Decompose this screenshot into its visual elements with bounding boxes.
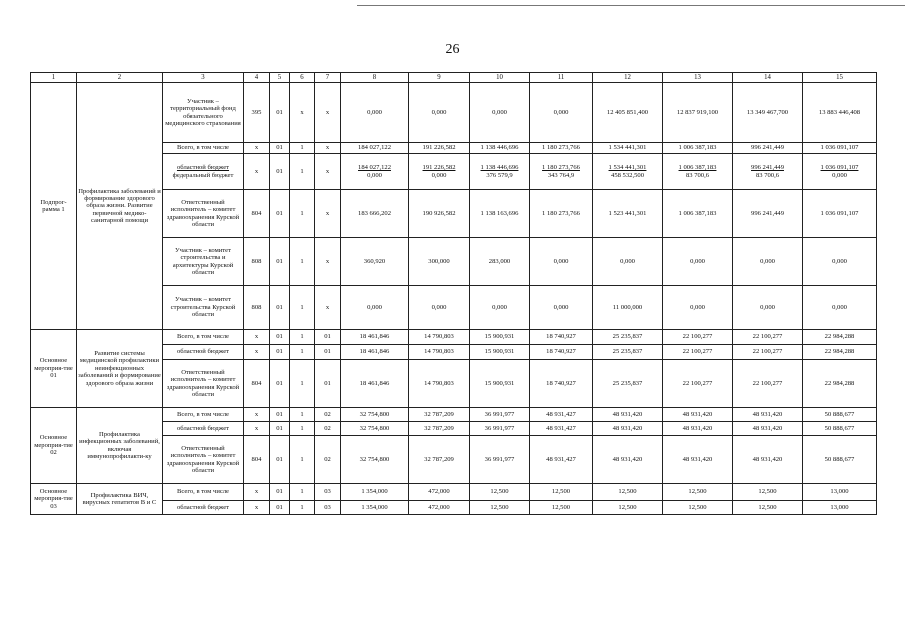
cell: 01 xyxy=(270,360,290,408)
cell: 36 991,977 xyxy=(470,422,530,436)
cell: 03 xyxy=(315,501,341,515)
cell: 32 754,800 xyxy=(341,408,409,422)
cell: 472,000 xyxy=(409,501,470,515)
cell: 13,000 xyxy=(803,484,877,501)
cell: 01 xyxy=(270,83,290,143)
table-row xyxy=(31,83,877,143)
cell: 1 180 273,766 xyxy=(530,190,593,238)
cell: 12 837 919,100 xyxy=(663,83,733,143)
cell: x xyxy=(244,484,270,501)
cell: 1 xyxy=(290,360,315,408)
col-header: 12 xyxy=(593,73,663,83)
cell: 283,000 xyxy=(470,238,530,286)
cell: 15 900,931 xyxy=(470,330,530,345)
cell xyxy=(663,154,733,190)
col-header: 8 xyxy=(341,73,409,83)
cell: 0,000 xyxy=(530,238,593,286)
cell: 01 xyxy=(270,408,290,422)
cell: 02 xyxy=(315,408,341,422)
cell: 1 xyxy=(290,286,315,330)
cell: 0,000 xyxy=(341,83,409,143)
cell: 32 787,209 xyxy=(409,436,470,484)
cell: 1 138 163,696 xyxy=(470,190,530,238)
cell: 13,000 xyxy=(803,501,877,515)
cell xyxy=(733,154,803,190)
cell: x xyxy=(315,286,341,330)
cell: 48 931,427 xyxy=(530,436,593,484)
cell: 12,500 xyxy=(530,501,593,515)
cell: 50 888,677 xyxy=(803,408,877,422)
cell: 01 xyxy=(270,330,290,345)
cell: 02 xyxy=(315,422,341,436)
col-header: 4 xyxy=(244,73,270,83)
cell: 01 xyxy=(270,501,290,515)
row-group-label: Основное мероприя-тие 03 xyxy=(31,484,77,515)
col-header: 9 xyxy=(409,73,470,83)
cell: 12,500 xyxy=(663,501,733,515)
cell: 190 926,582 xyxy=(409,190,470,238)
cell: x xyxy=(244,330,270,345)
cell xyxy=(803,154,877,190)
cell: 22 984,288 xyxy=(803,360,877,408)
cell: 0,000 xyxy=(470,286,530,330)
cell: 1 354,000 xyxy=(341,484,409,501)
cell: 804 xyxy=(244,190,270,238)
cell: 12,500 xyxy=(530,484,593,501)
cell: x xyxy=(290,83,315,143)
cell: 15 900,931 xyxy=(470,360,530,408)
cell: 1 534 441,301 xyxy=(593,143,663,154)
cell: 48 931,420 xyxy=(733,436,803,484)
row-name: Участник – территориальный фонд обязательного медицинского страхования xyxy=(163,83,244,143)
cell: 1 006 387,183 xyxy=(663,143,733,154)
cell-value: 83 700,6 xyxy=(685,171,710,179)
col-header: 13 xyxy=(663,73,733,83)
cell: 1 138 446,696 xyxy=(470,143,530,154)
cell: 50 888,677 xyxy=(803,422,877,436)
cell: 12,500 xyxy=(733,501,803,515)
cell: 01 xyxy=(270,154,290,190)
cell xyxy=(341,154,409,190)
cell: 12,500 xyxy=(663,484,733,501)
cell: 22 984,288 xyxy=(803,330,877,345)
cell: 22 100,277 xyxy=(663,330,733,345)
cell: 996 241,449 xyxy=(733,190,803,238)
cell-value: 0,000 xyxy=(367,171,382,179)
row-group-name: Развитие системы медицинской профилактики неинфекционных заболеваний и формирование здорового образа жизни xyxy=(77,330,163,408)
table-row xyxy=(31,330,877,345)
cell: 1 xyxy=(290,408,315,422)
cell: 0,000 xyxy=(530,83,593,143)
cell: 1 180 273,766 xyxy=(530,143,593,154)
cell: 1 xyxy=(290,501,315,515)
cell: 25 235,837 xyxy=(593,330,663,345)
cell: 13 883 446,408 xyxy=(803,83,877,143)
cell-value: 376 579,9 xyxy=(486,171,513,179)
cell: 48 931,420 xyxy=(593,436,663,484)
cell: 01 xyxy=(270,238,290,286)
cell: 12,500 xyxy=(593,484,663,501)
col-header: 2 xyxy=(77,73,163,83)
cell xyxy=(593,154,663,190)
cell: 01 xyxy=(270,286,290,330)
cell: 0,000 xyxy=(470,83,530,143)
cell: 300,000 xyxy=(409,238,470,286)
cell: 804 xyxy=(244,360,270,408)
cell: x xyxy=(315,83,341,143)
cell: 02 xyxy=(315,436,341,484)
col-header: 1 xyxy=(31,73,77,83)
cell: x xyxy=(244,422,270,436)
cell: 48 931,420 xyxy=(593,422,663,436)
row-name: Участник – комитет строительства и архитектуры Курской области xyxy=(163,238,244,286)
cell-value: 83 700,6 xyxy=(755,171,780,179)
cell: 1 xyxy=(290,154,315,190)
cell: 996 241,449 xyxy=(733,143,803,154)
cell: 01 xyxy=(270,422,290,436)
cell-value: 1 138 446,696 xyxy=(480,164,519,172)
row-name xyxy=(163,154,244,190)
cell xyxy=(530,154,593,190)
cell: 1 xyxy=(290,436,315,484)
cell: 13 349 467,700 xyxy=(733,83,803,143)
cell: 01 xyxy=(270,484,290,501)
col-header: 5 xyxy=(270,73,290,83)
cell-value: 996 241,449 xyxy=(751,164,784,172)
cell: 0,000 xyxy=(409,286,470,330)
cell: 48 931,420 xyxy=(663,408,733,422)
cell: 14 790,803 xyxy=(409,330,470,345)
cell: 01 xyxy=(315,360,341,408)
cell: 12,500 xyxy=(733,484,803,501)
row-name: Всего, в том числе xyxy=(163,143,244,154)
cell-value: 1 006 387,183 xyxy=(678,164,717,172)
cell: 1 xyxy=(290,422,315,436)
cell: 36 991,977 xyxy=(470,436,530,484)
cell: 0,000 xyxy=(593,238,663,286)
row-name: Участник – комитет строительства Курской области xyxy=(163,286,244,330)
cell: 472,000 xyxy=(409,484,470,501)
cell-value: 1 180 273,766 xyxy=(542,164,580,172)
cell: 32 787,209 xyxy=(409,408,470,422)
cell: 804 xyxy=(244,436,270,484)
row-group-name: Профилактика ВИЧ, вирусных гепатитов В и С xyxy=(77,484,163,515)
cell: 15 900,931 xyxy=(470,345,530,360)
cell: 36 991,977 xyxy=(470,408,530,422)
cell: x xyxy=(244,345,270,360)
cell: 25 235,837 xyxy=(593,345,663,360)
row-group-label: Основное мероприя-тие 01 xyxy=(31,330,77,408)
row-name: Ответственный исполнитель – комитет здравоохранения Курской области xyxy=(163,190,244,238)
row-group-name: Профилактика заболеваний и формирование здорового образа жизни. Развитие первичной медико-санитарной помощи xyxy=(77,83,163,330)
cell: 01 xyxy=(270,143,290,154)
cell: 1 xyxy=(290,484,315,501)
row-name: Всего, в том числе xyxy=(163,330,244,345)
cell: 18 740,927 xyxy=(530,360,593,408)
cell: 18 461,846 xyxy=(341,360,409,408)
cell: 1 xyxy=(290,190,315,238)
col-header: 15 xyxy=(803,73,877,83)
row-group-name: Профилактика инфекционных заболеваний, включая иммунопрофилакти-ку xyxy=(77,408,163,484)
cell: 1 xyxy=(290,330,315,345)
col-header: 6 xyxy=(290,73,315,83)
budget-table xyxy=(30,72,877,515)
row-name: областной бюджет xyxy=(163,501,244,515)
cell: x xyxy=(244,154,270,190)
cell: 0,000 xyxy=(733,238,803,286)
row-group-label: Подпрог-рамма 1 xyxy=(31,83,77,330)
cell: 03 xyxy=(315,484,341,501)
col-header: 3 xyxy=(163,73,244,83)
cell: 18 461,846 xyxy=(341,330,409,345)
cell: 12,500 xyxy=(593,501,663,515)
cell: x xyxy=(315,238,341,286)
cell: x xyxy=(315,143,341,154)
cell: 48 931,427 xyxy=(530,422,593,436)
cell: 48 931,420 xyxy=(733,422,803,436)
col-header: 11 xyxy=(530,73,593,83)
row-name: областной бюджет xyxy=(163,345,244,360)
cell: 1 036 091,107 xyxy=(803,190,877,238)
cell: 32 754,800 xyxy=(341,422,409,436)
cell-value: 0,000 xyxy=(431,171,447,179)
cell: 1 xyxy=(290,238,315,286)
cell: 808 xyxy=(244,286,270,330)
cell: 1 354,000 xyxy=(341,501,409,515)
cell: 18 740,927 xyxy=(530,330,593,345)
cell: 11 000,000 xyxy=(593,286,663,330)
cell: 191 226,582 xyxy=(409,143,470,154)
cell: 22 100,277 xyxy=(733,330,803,345)
cell: 22 100,277 xyxy=(733,360,803,408)
cell: 14 790,803 xyxy=(409,345,470,360)
header-row xyxy=(31,73,877,83)
cell: 48 931,420 xyxy=(663,422,733,436)
cell: 12,500 xyxy=(470,484,530,501)
cell: 183 666,202 xyxy=(341,190,409,238)
cell: x xyxy=(244,501,270,515)
cell: x xyxy=(315,190,341,238)
cell: 14 790,803 xyxy=(409,360,470,408)
cell: 48 931,420 xyxy=(663,436,733,484)
row-name: Ответственный исполнитель – комитет здравоохранения Курской области xyxy=(163,436,244,484)
cell: 0,000 xyxy=(733,286,803,330)
table-row xyxy=(31,484,877,501)
cell-value: 1 036 091,107 xyxy=(820,164,859,172)
cell: 0,000 xyxy=(663,238,733,286)
cell: 360,920 xyxy=(341,238,409,286)
cell: 22 984,288 xyxy=(803,345,877,360)
cell: 22 100,277 xyxy=(663,360,733,408)
cell: 22 100,277 xyxy=(663,345,733,360)
cell: 0,000 xyxy=(663,286,733,330)
cell: x xyxy=(315,154,341,190)
row-name: областной бюджет xyxy=(163,422,244,436)
cell: 0,000 xyxy=(530,286,593,330)
cell: 1 036 091,107 xyxy=(803,143,877,154)
page-number: 26 xyxy=(445,42,460,57)
cell: 01 xyxy=(270,345,290,360)
top-rule xyxy=(357,5,905,6)
cell: 808 xyxy=(244,238,270,286)
cell: 0,000 xyxy=(341,286,409,330)
cell: 184 027,122 xyxy=(341,143,409,154)
cell: 395 xyxy=(244,83,270,143)
cell: 32 787,209 xyxy=(409,422,470,436)
cell: 50 888,677 xyxy=(803,436,877,484)
cell: 01 xyxy=(315,345,341,360)
cell: 1 xyxy=(290,143,315,154)
col-header: 14 xyxy=(733,73,803,83)
cell: 1 xyxy=(290,345,315,360)
cell: 0,000 xyxy=(409,83,470,143)
col-header: 7 xyxy=(315,73,341,83)
row-name: Ответственный исполнитель – комитет здравоохранения Курской области xyxy=(163,360,244,408)
cell: 01 xyxy=(270,190,290,238)
cell: 48 931,427 xyxy=(530,408,593,422)
cell: 32 754,800 xyxy=(341,436,409,484)
table-row xyxy=(31,408,877,422)
cell: 12 405 851,400 xyxy=(593,83,663,143)
cell xyxy=(470,154,530,190)
cell-value: 184 027,122 xyxy=(358,164,391,172)
cell: 1 006 387,183 xyxy=(663,190,733,238)
cell-value: 191 226,582 xyxy=(422,164,456,172)
cell: 48 931,420 xyxy=(733,408,803,422)
cell-value: 458 532,500 xyxy=(611,171,644,179)
row-name: Всего, в том числе xyxy=(163,484,244,501)
row-name: Всего, в том числе xyxy=(163,408,244,422)
cell-value: 1 534 441,301 xyxy=(608,164,647,172)
row-group-label: Основное мероприя-тие 02 xyxy=(31,408,77,484)
cell: 0,000 xyxy=(803,286,877,330)
cell: 18 461,846 xyxy=(341,345,409,360)
col-header: 10 xyxy=(470,73,530,83)
row-name-regional: областной бюджет xyxy=(176,164,230,172)
cell: 22 100,277 xyxy=(733,345,803,360)
cell: 01 xyxy=(315,330,341,345)
cell: x xyxy=(244,143,270,154)
row-name-federal: федеральный бюджет xyxy=(172,171,234,179)
cell: x xyxy=(244,408,270,422)
cell: 12,500 xyxy=(470,501,530,515)
cell: 48 931,420 xyxy=(593,408,663,422)
cell: 25 235,837 xyxy=(593,360,663,408)
cell: 18 740,927 xyxy=(530,345,593,360)
cell xyxy=(409,154,470,190)
cell: 01 xyxy=(270,436,290,484)
cell: 1 523 441,301 xyxy=(593,190,663,238)
cell-value: 343 764,9 xyxy=(547,171,575,179)
cell: 0,000 xyxy=(803,238,877,286)
cell-value: 0,000 xyxy=(832,171,847,179)
